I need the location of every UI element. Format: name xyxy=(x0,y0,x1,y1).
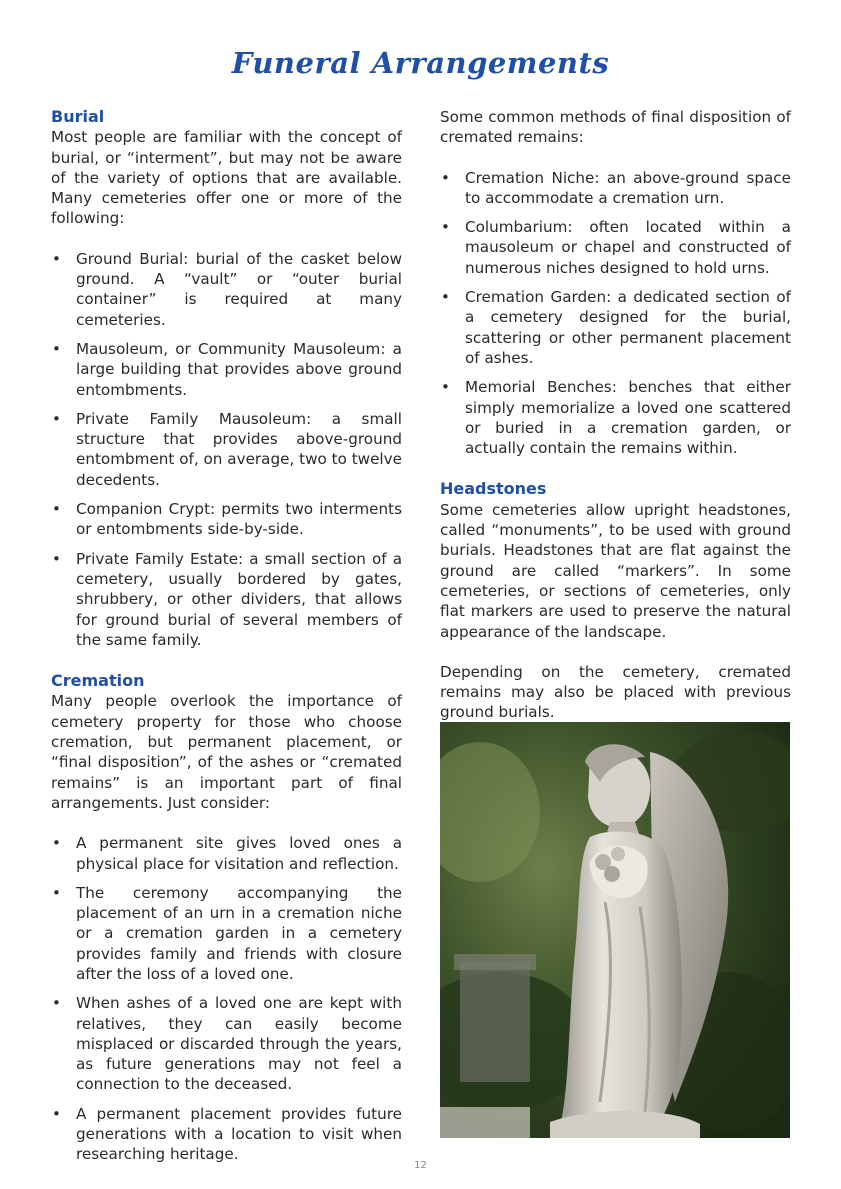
bullet-icon: • xyxy=(441,288,450,307)
angel-statue-photo xyxy=(440,722,790,1138)
cremation-heading: Cremation xyxy=(51,671,145,691)
bullet-icon: • xyxy=(52,1104,61,1123)
disposition-list xyxy=(440,168,791,459)
list-item: • A permanent placement provides future generations with a location to visit when researching heritage. xyxy=(52,1104,402,1164)
list-item: • Private Family Estate: a small section of a cemetery, usually bordered by gates, shrubbery, or other dividers, that allows for ground burial of several members of the same family. xyxy=(52,549,402,649)
bullet-icon: • xyxy=(52,409,61,428)
left-column xyxy=(51,107,402,1174)
bullet-icon: • xyxy=(52,339,61,358)
burial-heading: Burial xyxy=(51,107,105,126)
list-item: • A permanent site gives loved ones a physical place for visitation and reflection. xyxy=(52,834,402,873)
bullet-icon: • xyxy=(52,549,61,568)
burial-list xyxy=(51,249,402,650)
page-number: 12 xyxy=(414,1160,427,1171)
list-item: • Cremation Niche: an above-ground space to accommodate a cremation urn. xyxy=(441,168,791,207)
disposition-intro: Some common methods of final disposition of cremated remains: xyxy=(440,108,791,147)
cremation-list xyxy=(51,833,402,1164)
cremation-intro: Many people overlook the importance of cemetery property for those who choose cremation, but permanent placement, or “final disposition”, of the ashes or “cremated remains” is an important part of final arrangements. Just consider: xyxy=(51,692,402,812)
list-item: • Cremation Garden: a dedicated section of a cemetery designed for the burial, scattering or other permanent placement of ashes. xyxy=(441,288,791,367)
bullet-icon: • xyxy=(441,218,450,237)
list-item: • Private Family Mausoleum: a small structure that provides above-ground entombment of, on average, two to twelve decedents. xyxy=(52,409,402,489)
bullet-icon: • xyxy=(441,378,450,397)
list-item: • Memorial Benches: benches that either simply memorialize a loved one scattered or buried in a cremation garden, or actually contain the remains within. xyxy=(441,378,791,458)
bullet-icon: • xyxy=(441,168,450,187)
list-item: • Ground Burial: burial of the casket below ground. A “vault” or “outer burial container” is required at many cemeteries. xyxy=(52,249,402,329)
headstones-paragraph: Some cemeteries allow upright headstones, called “monuments”, to be used with ground burials. Headstones that are flat against the ground are called “markers”. In some cemeteries, or sections of cemeteries, only flat markers are used to preserve the natural appearance of the landscape. xyxy=(440,500,791,641)
bullet-icon: • xyxy=(52,994,61,1013)
bullet-icon: • xyxy=(52,834,61,853)
list-item: • Companion Crypt: permits two interments or entombments side-by-side. xyxy=(52,500,402,539)
list-item: • Mausoleum, or Community Mausoleum: a large building that provides above ground entombments. xyxy=(52,339,402,399)
burial-intro: Most people are familiar with the concept of burial, or “interment”, but may not be aware of the variety of options that are available. Many cemeteries offer one or more of the following: xyxy=(51,128,402,228)
bullet-icon: • xyxy=(52,249,61,268)
bullet-icon: • xyxy=(52,883,61,902)
page-title: Funeral Arrangements xyxy=(231,46,610,80)
list-item: • The ceremony accompanying the placement of an urn in a cremation niche or a cremation garden in a cemetery provides family and friends with closure after the loss of a loved one. xyxy=(52,883,402,983)
right-column xyxy=(440,107,791,723)
bullet-icon: • xyxy=(52,500,61,519)
headstones-paragraph-2: Depending on the cemetery, cremated remains may also be placed with previous ground burials. xyxy=(440,662,791,722)
list-item: • When ashes of a loved one are kept with relatives, they can easily become misplaced or discarded through the years, as future generations may not feel a connection to the deceased. xyxy=(52,994,402,1094)
headstones-heading: Headstones xyxy=(440,479,547,499)
list-item: • Columbarium: often located within a mausoleum or chapel and constructed of numerous niches designed to hold urns. xyxy=(441,218,791,277)
